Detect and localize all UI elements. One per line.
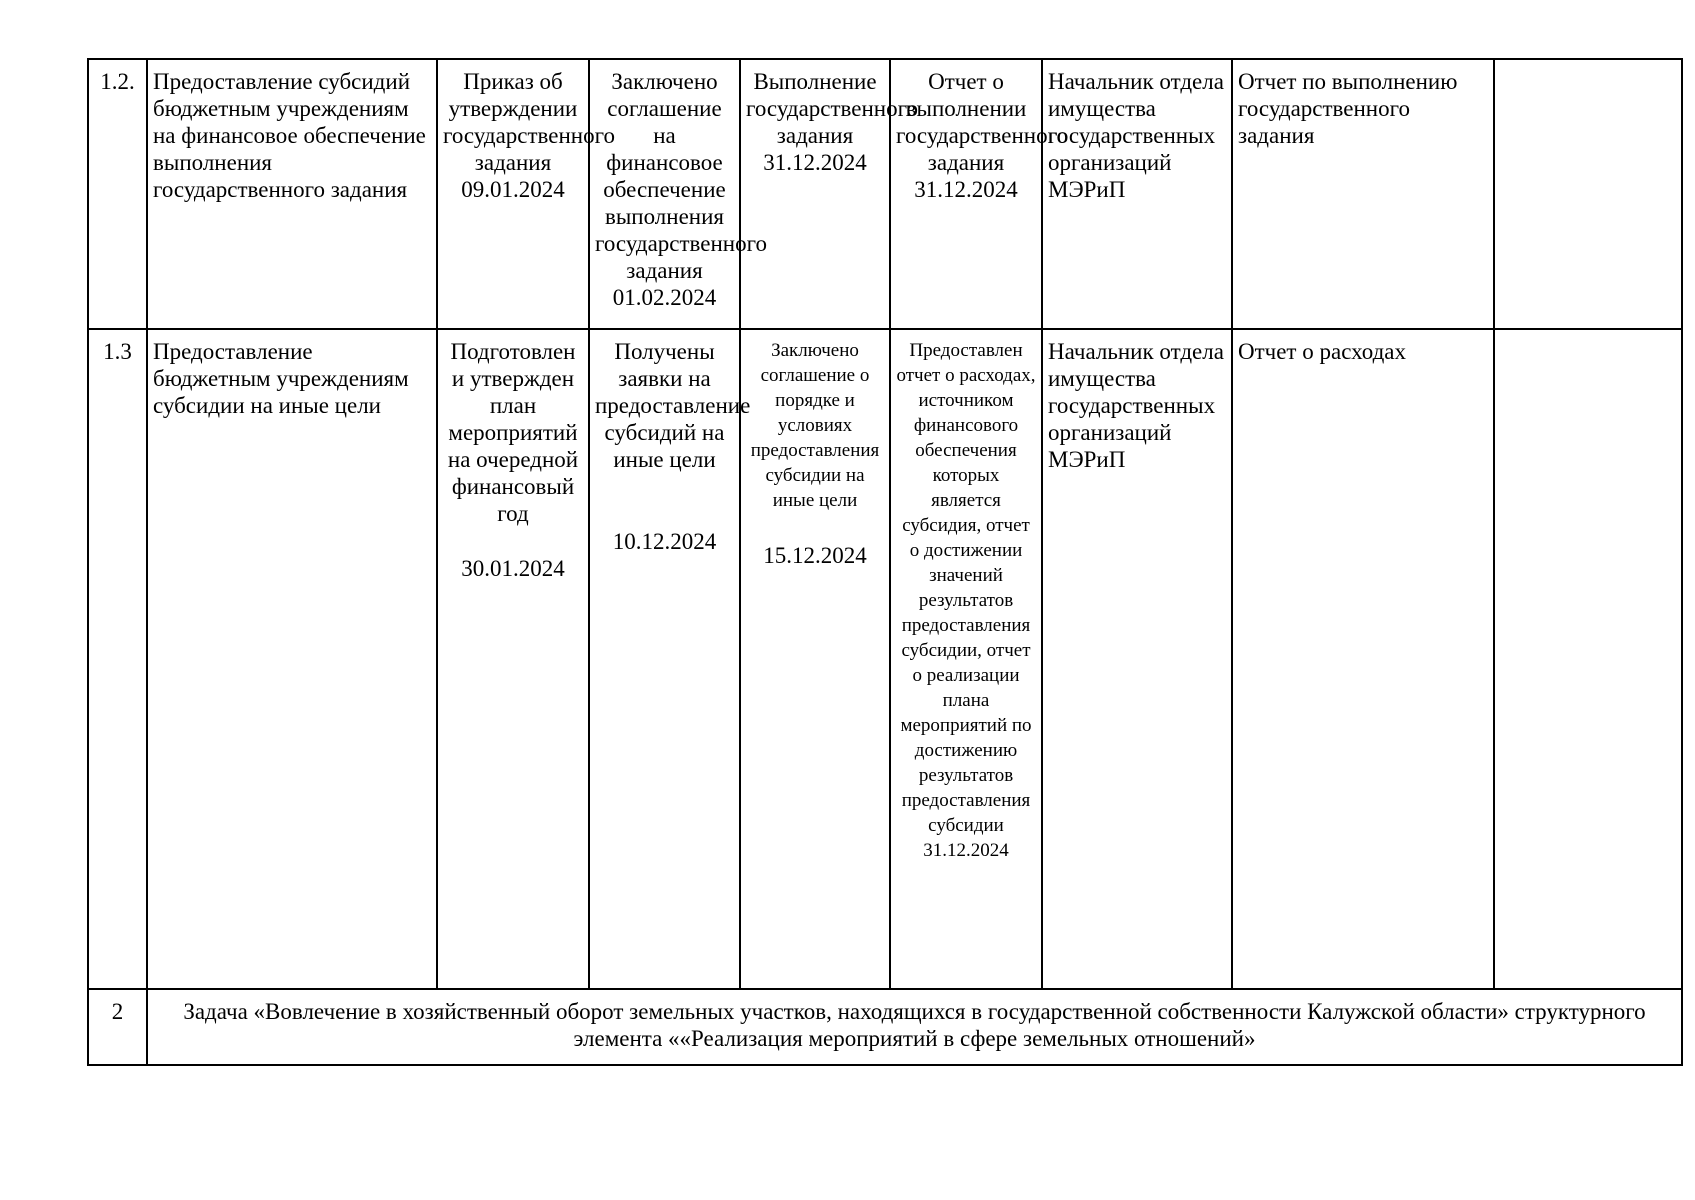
responsible-person: Начальник отдела имущества государственных организаций МЭРиП [1042,329,1232,989]
control-point-4: Предоставлен отчет о расходах, источником финансового обеспечения которых является субсидия, отчет о достижении значений результатов предоставления субсидии, отчет о реализации плана мероприятий по достижению результатов предоставления субсидии 31.12.2024 [890,329,1042,989]
control-point-4: Отчет о выполнении государственного задания 31.12.2024 [890,59,1042,329]
control-point-date: 10.12.2024 [612,529,717,554]
task-description: Задача «Вовлечение в хозяйственный оборот земельных участков, находящихся в государственной собственности Калужской области» структурного элемента ««Реализация мероприятий в сфере земельных отношений» [147,989,1682,1065]
report-type: Отчет по выполнению государственного задания [1232,59,1494,329]
control-point-1 [437,329,589,989]
row-number: 2 [88,989,147,1065]
control-point-text: Заключено соглашение о порядке и условиях предоставления субсидии на иные цели [750,340,880,511]
control-point-2: Заключено соглашение на финансовое обеспечение выполнения государственного задания 01.02.2024 [589,59,740,329]
activity-name: Предоставление субсидий бюджетным учреждениям на финансовое обеспечение выполнения государственного задания [147,59,437,329]
plan-table [87,58,1683,1066]
table-row [88,59,1682,329]
control-point-text: Подготовлен и утвержден план мероприятий на очередной финансовый год [447,339,579,526]
report-type: Отчет о расходах [1232,329,1494,989]
task-row [88,989,1682,1065]
control-point-date: 15.12.2024 [763,543,867,568]
control-point-3 [740,329,890,989]
control-point-2 [589,329,751,989]
activity-name: Предоставление бюджетным учреждениям субсидии на иные цели [147,329,437,989]
row-number: 1.2. [88,59,147,329]
control-point-date: 30.01.2024 [461,556,565,581]
control-point-3: Выполнение государственного задания 31.12.2024 [740,59,890,329]
table-row [88,329,1682,989]
responsible-person: Начальник отдела имущества государственных организаций МЭРиП [1042,59,1232,329]
control-point-1: Приказ об утверждении государственного задания 09.01.2024 [437,59,589,329]
empty-cell [1494,59,1682,329]
empty-cell [1494,329,1682,989]
row-number: 1.3 [88,329,147,989]
control-point-text: Получены заявки на предоставление субсидий на иные цели [595,339,751,472]
